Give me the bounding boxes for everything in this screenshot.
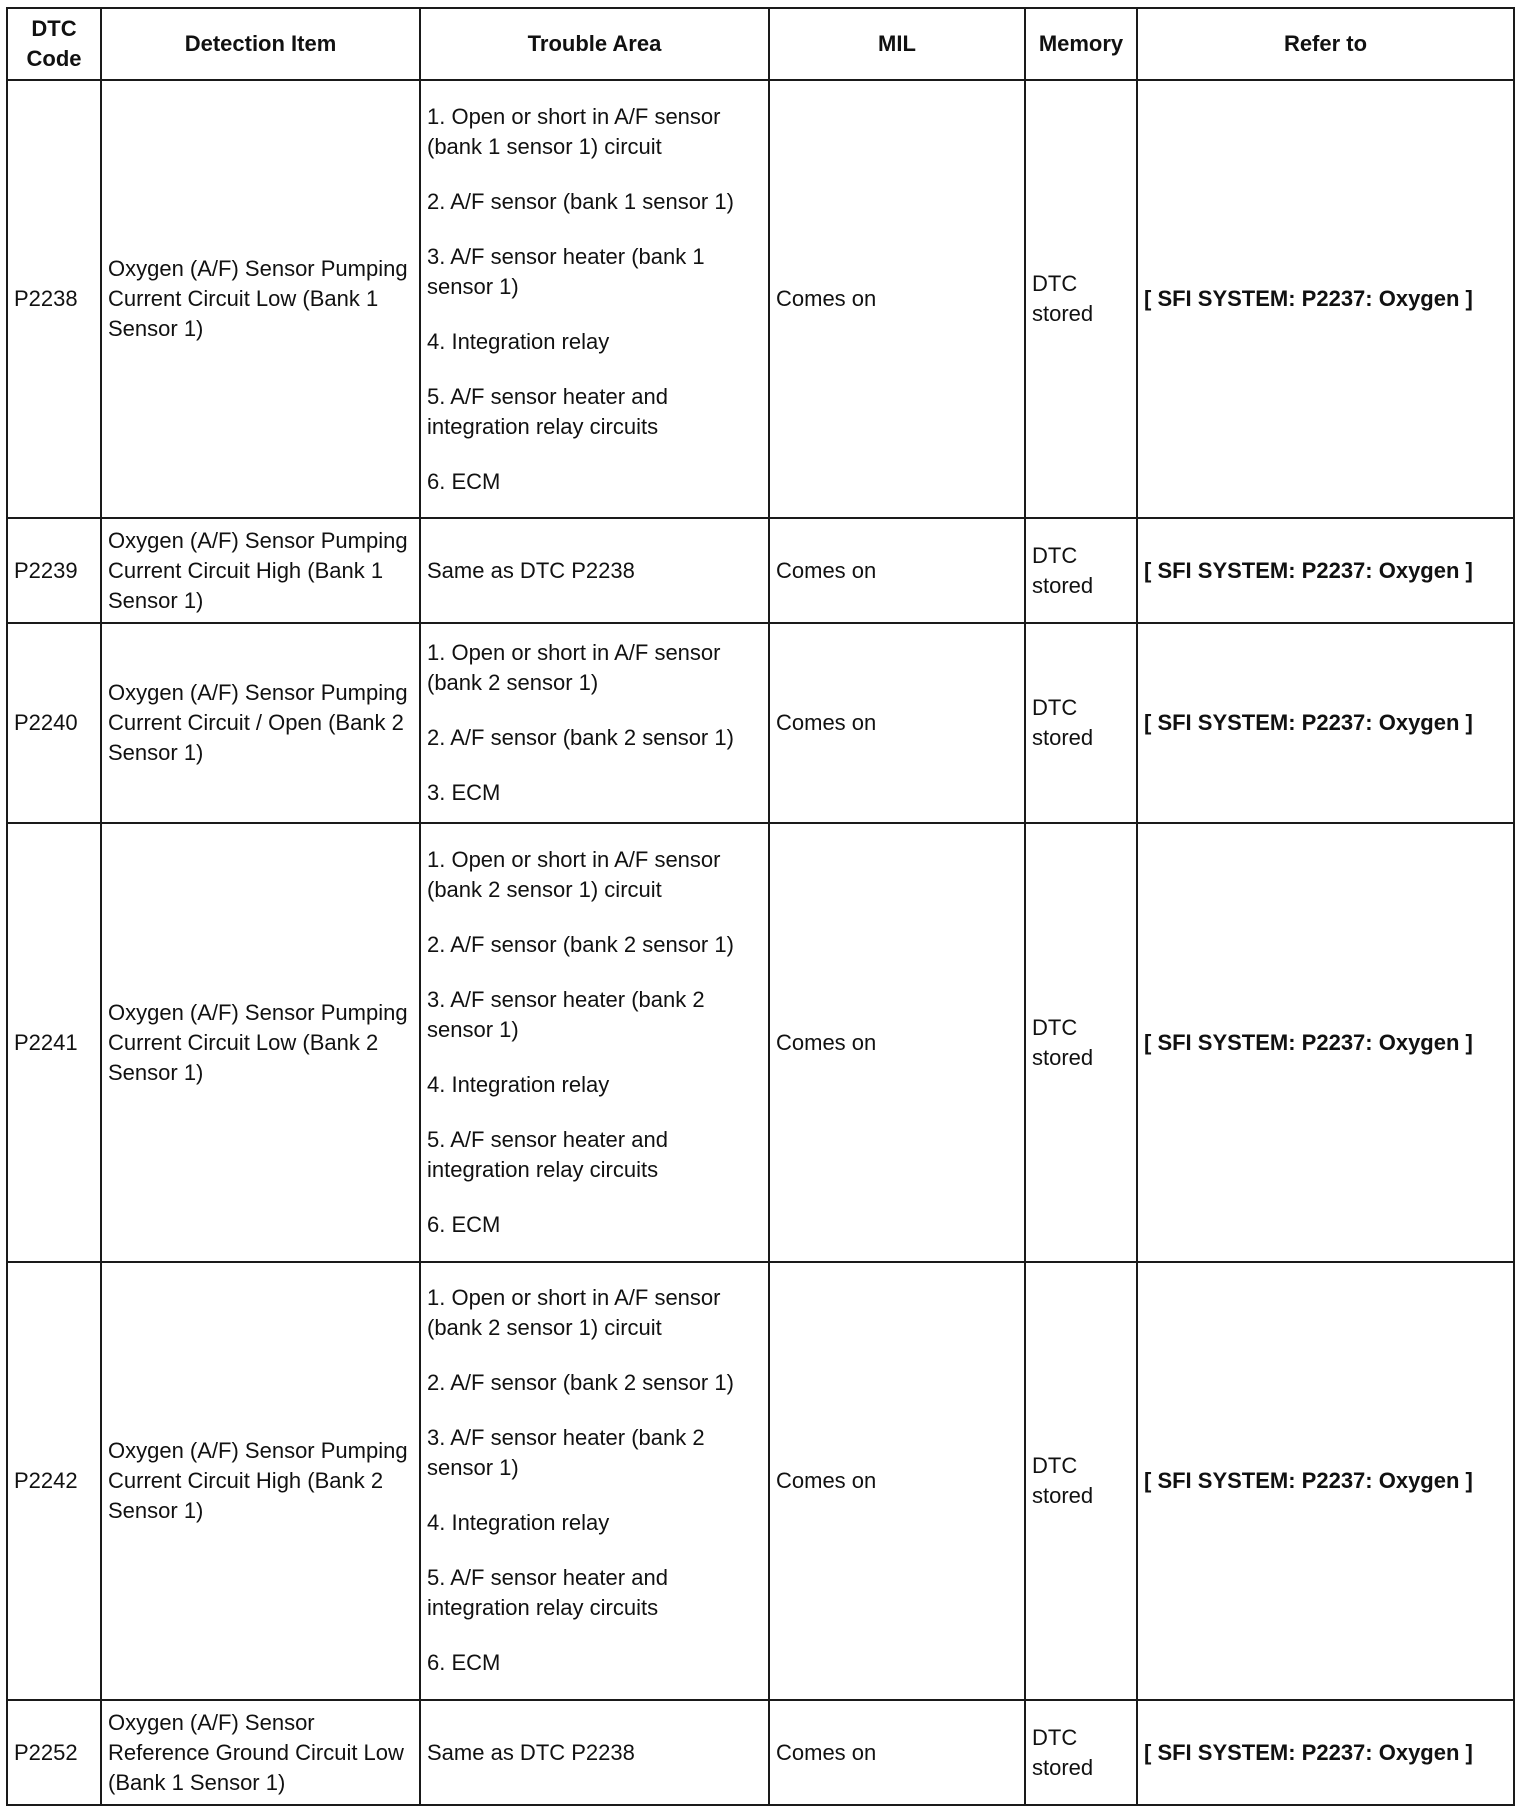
trouble-area-item: 4. Integration relay xyxy=(427,1510,610,1536)
mil-cell: Comes on xyxy=(769,1262,1025,1700)
memory-cell: DTC stored xyxy=(1025,518,1137,623)
header-refer-to: Refer to xyxy=(1137,8,1514,80)
mil-cell: Comes on xyxy=(769,80,1025,518)
trouble-area-item: 6. ECM xyxy=(427,1650,501,1676)
trouble-area-cell xyxy=(420,518,769,623)
memory-cell: DTC stored xyxy=(1025,623,1137,823)
detection-item-cell: Oxygen (A/F) Sensor Pumping Current Circuit Low (Bank 1 Sensor 1) xyxy=(101,80,420,518)
trouble-area-item: 2. A/F sensor (bank 2 sensor 1) xyxy=(427,932,734,957)
trouble-area-item: 2. A/F sensor (bank 1 sensor 1) xyxy=(427,188,734,214)
memory-cell: DTC stored xyxy=(1025,80,1137,518)
trouble-area-item: Same as DTC P2238 xyxy=(427,1739,635,1765)
mil-cell: Comes on xyxy=(769,1700,1025,1805)
trouble-area-item: 1. Open or short in A/F sensor (bank 2 sensor 1) circuit xyxy=(427,1285,721,1341)
dtc-code-cell: P2242 xyxy=(7,1262,101,1700)
trouble-area-item: 5. A/F sensor heater and integration relay circuits xyxy=(427,1127,668,1182)
dtc-code-cell: P2238 xyxy=(7,80,101,518)
refer-to-cell[interactable] xyxy=(1137,80,1514,518)
detection-item-cell: Oxygen (A/F) Sensor Reference Ground Circuit Low (Bank 1 Sensor 1) xyxy=(101,1700,420,1805)
table-header xyxy=(7,8,1514,80)
mil-cell: Comes on xyxy=(769,623,1025,823)
dtc-code-cell: P2252 xyxy=(7,1700,101,1805)
table-body xyxy=(7,80,1514,1805)
refer-to-cell[interactable] xyxy=(1137,823,1514,1261)
refer-to-link[interactable]: [ SFI SYSTEM: P2237: Oxygen ] xyxy=(1144,557,1473,583)
header-dtc-code: DTC Code xyxy=(7,8,101,80)
trouble-area-item: 3. A/F sensor heater (bank 2 sensor 1) xyxy=(427,987,705,1042)
trouble-area-item: 4. Integration relay xyxy=(427,328,610,354)
trouble-area-item: 6. ECM xyxy=(427,468,501,494)
refer-to-cell[interactable] xyxy=(1137,518,1514,623)
refer-to-link[interactable]: [ SFI SYSTEM: P2237: Oxygen ] xyxy=(1144,1029,1473,1055)
trouble-area-item: 6. ECM xyxy=(427,1212,501,1237)
header-trouble-area: Trouble Area xyxy=(420,8,769,80)
refer-to-cell[interactable] xyxy=(1137,1262,1514,1700)
refer-to-cell[interactable] xyxy=(1137,623,1514,823)
trouble-area-cell xyxy=(420,823,769,1261)
refer-to-link[interactable]: [ SFI SYSTEM: P2237: Oxygen ] xyxy=(1144,1739,1473,1765)
dtc-code-cell: P2239 xyxy=(7,518,101,623)
detection-item-cell: Oxygen (A/F) Sensor Pumping Current Circuit / Open (Bank 2 Sensor 1) xyxy=(101,623,420,823)
trouble-area-cell xyxy=(420,80,769,518)
table-row xyxy=(7,623,1514,823)
refer-to-link[interactable]: [ SFI SYSTEM: P2237: Oxygen ] xyxy=(1144,1467,1473,1493)
trouble-area-cell xyxy=(420,623,769,823)
mil-cell: Comes on xyxy=(769,823,1025,1261)
trouble-area-item: 5. A/F sensor heater and integration relay circuits xyxy=(427,383,668,439)
trouble-area-item: 1. Open or short in A/F sensor (bank 2 sensor 1) circuit xyxy=(427,847,721,902)
trouble-area-cell xyxy=(420,1700,769,1805)
detection-item-cell: Oxygen (A/F) Sensor Pumping Current Circuit High (Bank 2 Sensor 1) xyxy=(101,1262,420,1700)
detection-item-cell: Oxygen (A/F) Sensor Pumping Current Circuit High (Bank 1 Sensor 1) xyxy=(101,518,420,623)
refer-to-link[interactable]: [ SFI SYSTEM: P2237: Oxygen ] xyxy=(1144,286,1473,312)
memory-cell: DTC stored xyxy=(1025,823,1137,1261)
table-row xyxy=(7,823,1514,1261)
trouble-area-item: 2. A/F sensor (bank 2 sensor 1) xyxy=(427,725,734,751)
dtc-code-cell: P2240 xyxy=(7,623,101,823)
header-memory: Memory xyxy=(1025,8,1137,80)
dtc-table xyxy=(6,7,1515,1806)
refer-to-cell[interactable] xyxy=(1137,1700,1514,1805)
header-mil: MIL xyxy=(769,8,1025,80)
trouble-area-item: 3. A/F sensor heater (bank 2 sensor 1) xyxy=(427,1425,705,1481)
memory-cell: DTC stored xyxy=(1025,1262,1137,1700)
table-row xyxy=(7,1262,1514,1700)
table-row xyxy=(7,1700,1514,1805)
dtc-code-cell: P2241 xyxy=(7,823,101,1261)
trouble-area-item: 3. A/F sensor heater (bank 1 sensor 1) xyxy=(427,243,705,299)
header-detection-item: Detection Item xyxy=(101,8,420,80)
trouble-area-item: 2. A/F sensor (bank 2 sensor 1) xyxy=(427,1370,734,1396)
refer-to-link[interactable]: [ SFI SYSTEM: P2237: Oxygen ] xyxy=(1144,710,1473,736)
trouble-area-item: 1. Open or short in A/F sensor (bank 1 sensor 1) circuit xyxy=(427,103,721,159)
table-row xyxy=(7,518,1514,623)
trouble-area-item: Same as DTC P2238 xyxy=(427,557,635,583)
detection-item-cell: Oxygen (A/F) Sensor Pumping Current Circuit Low (Bank 2 Sensor 1) xyxy=(101,823,420,1261)
mil-cell: Comes on xyxy=(769,518,1025,623)
trouble-area-item: 3. ECM xyxy=(427,780,501,806)
trouble-area-item: 1. Open or short in A/F sensor (bank 2 sensor 1) xyxy=(427,640,721,696)
memory-cell: DTC stored xyxy=(1025,1700,1137,1805)
trouble-area-item: 5. A/F sensor heater and integration relay circuits xyxy=(427,1565,668,1621)
trouble-area-cell xyxy=(420,1262,769,1700)
table-row xyxy=(7,80,1514,518)
header-row xyxy=(7,8,1514,80)
trouble-area-item: 4. Integration relay xyxy=(427,1072,610,1097)
